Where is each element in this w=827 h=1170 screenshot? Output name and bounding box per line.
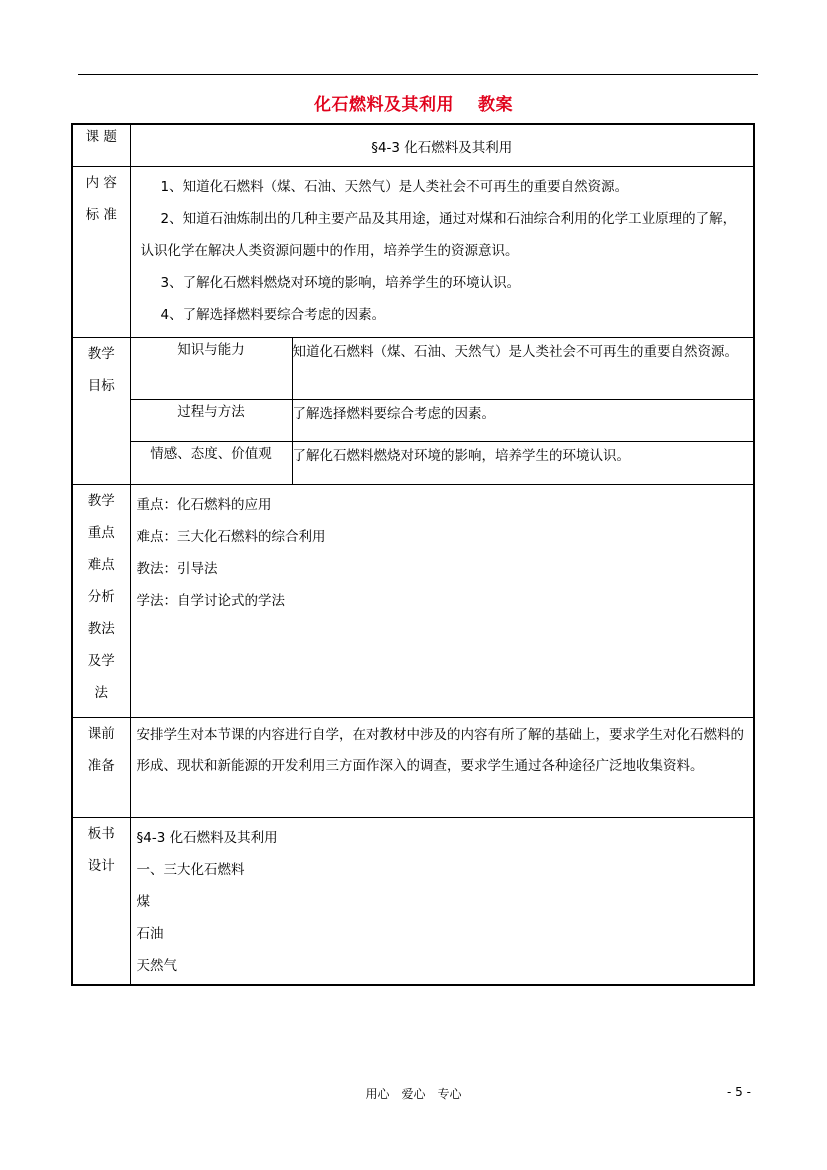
header-rule [78,74,758,75]
row-content-standard [72,167,754,338]
objective-name: 知识与能力 [130,338,292,400]
objective-value: 了解选择燃料要综合考虑的因素。 [292,400,754,442]
topic-label: 课 题 [72,124,130,167]
row-topic [72,124,754,167]
content-standard-item: 4、了解选择燃料要综合考虑的因素。 [160,307,386,323]
topic-value: §4-3 化石燃料及其利用 [130,124,754,167]
key-point-line: 重点：化石燃料的应用 [136,497,272,513]
board-design-value [130,818,754,986]
objective-name: 情感、态度、价值观 [130,442,292,485]
row-objective-knowledge [72,338,754,400]
objective-name: 过程与方法 [130,400,292,442]
content-standard-value [130,167,754,338]
row-preparation [72,718,754,818]
objective-value: 了解化石燃料燃烧对环境的影响，培养学生的环境认识。 [292,442,754,485]
row-board-design [72,818,754,986]
objective-value: 知道化石燃料（煤、石油、天然气）是人类社会不可再生的重要自然资源。 [292,338,754,400]
key-points-label: 教学 重点 难点 分析 教法 及学 法 [72,485,130,718]
content-standard-item: 2、知道石油炼制出的几种主要产品及其用途，通过对煤和石油综合利用的化学工业原理的了解，认识化学在解决人类资源问题中的作用，培养学生的资源意识。 [140,211,737,259]
row-objective-process [72,400,754,442]
page-number: - 5 - [727,1085,751,1099]
preparation-label: 课前 准备 [72,718,130,818]
content-standard-item: 1、知道化石燃料（煤、石油、天然气）是人类社会不可再生的重要自然资源。 [160,179,629,195]
board-line: 石油 [136,926,164,942]
key-point-line: 学法：自学讨论式的学法 [136,593,285,609]
document-title: 化石燃料及其利用 教案 [314,95,513,115]
row-objective-attitude [72,442,754,485]
content-standard-item: 3、了解化石燃料燃烧对环境的影响，培养学生的环境认识。 [160,275,521,291]
content-standard-label: 内 容 标 准 [72,167,130,338]
board-line: 煤 [136,894,150,910]
objectives-label: 教学 目标 [72,338,130,485]
key-point-line: 难点：三大化石燃料的综合利用 [136,529,326,545]
footer-motto: 用心 爱心 专心 [365,1087,462,1101]
preparation-value: 安排学生对本节课的内容进行自学，在对教材中涉及的内容有所了解的基础上，要求学生对化石燃料的形成、现状和新能源的开发利用三方面作深入的调查，要求学生通过各种途径广泛地收集资料。 [130,718,754,818]
board-line: §4-3 化石燃料及其利用 [136,830,278,846]
key-points-value [130,485,754,718]
row-key-points [72,485,754,718]
board-line: 一、三大化石燃料 [136,862,245,878]
lesson-plan-table [71,123,755,986]
board-design-label: 板书 设计 [72,818,130,986]
key-point-line: 教法：引导法 [136,561,218,577]
board-line: 天然气 [136,958,177,974]
